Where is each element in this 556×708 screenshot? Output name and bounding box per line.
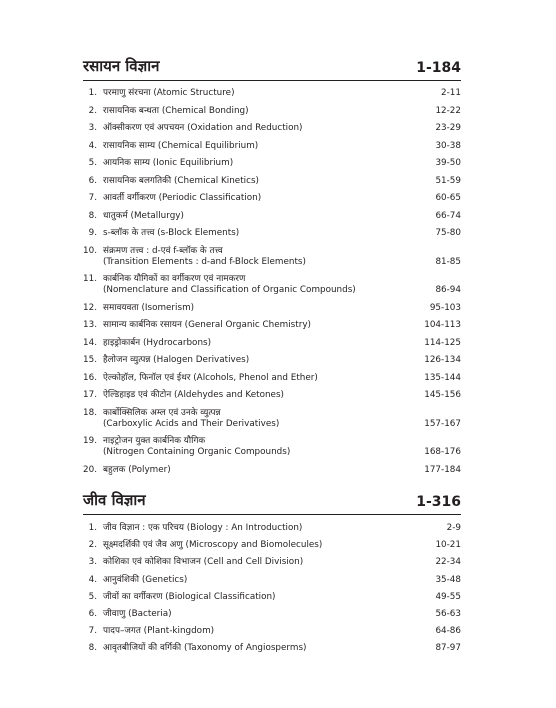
entry-title [103,643,415,654]
entry-title-line: धातुकर्म (Metallurgy) [103,210,184,221]
entry-title-line: जीव विज्ञान : एक परिचय (Biology : An Introduction) [103,523,303,533]
entry-title-line: कार्बोक्सिलिक अम्ल एवं उनके व्युत्पन्न [103,407,221,418]
entry-number: 2. [88,105,97,116]
toc-entry [83,317,461,335]
toc-entry [83,335,461,353]
entry-number: 14. [83,337,97,348]
section-biology [83,490,461,658]
entry-number: 11. [83,274,97,284]
entry-title [103,123,415,134]
entry-pages: 2-11 [441,88,461,98]
entry-title [103,211,415,222]
entry-title-line: रासायनिक बलगतिकी (Chemical Kinetics) [103,175,259,186]
entry-title [103,355,415,366]
entry-title [103,228,415,239]
entry-number: 5. [88,591,97,602]
entry-title-line: समावयवता (Isomerism) [103,302,195,313]
section-header [83,56,461,81]
entry-pages: 86-94 [435,285,461,295]
entry-title-line: बहुलक (Polymer) [103,464,171,475]
entry-number: 8. [88,643,97,654]
entry-title [103,338,415,349]
entry-title [103,193,415,204]
entry-title-line: आयनिक साम्य (Ionic Equilibrium) [103,158,234,168]
entry-pages: 35-48 [435,574,461,585]
toc-entry [83,433,461,462]
toc-entry [83,554,461,571]
toc-list [83,520,461,658]
section-header [83,490,461,515]
entry-title-line: ऑक्सीकरण एवं अपचयन (Oxidation and Reduction) [103,123,303,133]
entry-number: 4. [88,140,97,151]
entry-number: 5. [88,158,97,168]
entry-pages: 145-156 [424,390,461,400]
toc-entry [83,243,461,272]
entry-title [103,465,415,476]
toc-entry [83,103,461,121]
entry-title [103,320,415,331]
entry-number: 3. [88,123,97,133]
entry-title-line: सूक्ष्मदर्शिकी एवं जैव अणु (Microscopy and Biomolecules) [103,540,323,551]
entry-pages: 39-50 [435,158,461,168]
entry-pages: 10-21 [435,540,461,551]
toc-entry [83,300,461,318]
entry-number: 7. [88,626,97,637]
toc-entry [83,225,461,243]
toc-entry [83,640,461,657]
entry-title [103,158,415,169]
entry-title-line: s-ब्लॉक के तत्त्व (s-Block Elements) [103,228,240,238]
entry-title-line: (Nitrogen Containing Organic Compounds) [103,447,291,457]
toc-entry [83,462,461,480]
entry-pages: 23-29 [435,123,461,133]
entry-number: 7. [88,193,97,203]
entry-title-line: जीवों का वर्गीकरण (Biological Classification) [103,591,276,602]
toc-entry [83,155,461,173]
entry-title [103,88,415,99]
entry-title [103,592,415,603]
entry-title-line: संक्रमण तत्त्व : d-एवं f-ब्लॉक के तत्त्व [103,245,223,256]
entry-pages: 60-65 [435,193,461,203]
entry-number: 13. [83,320,97,330]
entry-title [103,390,415,401]
entry-pages: 12-22 [435,105,461,116]
entry-title-line: हाइड्रोकार्बन (Hydrocarbons) [103,337,212,348]
entry-title-line: (Carboxylic Acids and Their Derivatives) [103,418,280,429]
entry-pages: 104-113 [424,320,461,330]
entry-title-line: ऐल्डिहाइड एवं कीटोन (Aldehydes and Ketones) [103,390,284,400]
entry-title-line: ऐल्कोहॉल, फिनॉल एवं ईथर (Alcohols, Phenol and Ether) [103,372,318,383]
entry-pages: 87-97 [435,643,461,654]
section-title: जीव विज्ञान [83,491,146,509]
entry-title [103,575,415,586]
entry-pages: 56-63 [435,608,461,619]
entry-number: 4. [88,574,97,585]
entry-number: 9. [88,228,97,238]
entry-title [103,523,415,534]
entry-pages: 114-125 [424,337,461,348]
entry-title-line: सामान्य कार्बनिक रसायन (General Organic Chemistry) [103,320,311,330]
toc-entry [83,138,461,156]
toc-entry [83,190,461,208]
toc-entry [83,589,461,606]
entry-pages: 135-144 [424,372,461,383]
entry-pages: 81-85 [435,256,461,267]
entry-title-line: आनुवंशिकी (Genetics) [103,574,188,585]
entry-title-line: परमाणु संरचना (Atomic Structure) [103,88,235,98]
entry-pages: 95-103 [429,302,461,313]
entry-title [103,303,415,314]
entry-title [103,540,415,551]
toc-entry [83,520,461,537]
entry-pages: 66-74 [435,210,461,221]
entry-title [103,436,415,458]
entry-title [103,609,415,620]
toc-entry [83,173,461,191]
entry-number: 2. [88,540,97,551]
section-page-range: 1-184 [416,60,461,76]
entry-title-line: (Transition Elements : d-and f-Block Elements) [103,256,306,267]
entry-pages: 2-9 [446,523,461,533]
entry-number: 1. [88,523,97,533]
entry-title [103,106,415,117]
section-page-range: 1-316 [416,494,461,510]
entry-number: 8. [88,210,97,221]
entry-title-line: (Nomenclature and Classification of Organic Compounds) [103,285,356,295]
toc-list [83,85,461,479]
entry-title-line: जीवाणु (Bacteria) [103,608,172,619]
entry-number: 19. [83,436,97,446]
section-chemistry [83,56,461,479]
entry-title-line: आवर्ती वर्गीकरण (Periodic Classification) [103,193,262,203]
entry-pages: 22-34 [435,557,461,568]
entry-number: 6. [88,608,97,619]
entry-pages: 30-38 [435,140,461,151]
entry-title [103,274,415,296]
toc-entry [83,623,461,640]
entry-number: 15. [83,355,97,365]
section-title: रसायन विज्ञान [83,57,160,75]
toc-entry [83,387,461,405]
entry-number: 17. [83,390,97,400]
toc-entry [83,120,461,138]
entry-number: 18. [83,407,97,418]
entry-pages: 126-134 [424,355,461,365]
toc-entry [83,271,461,300]
toc-entry [83,405,461,434]
entry-title-line: हैलोजन व्युत्पन्न (Halogen Derivatives) [103,355,250,365]
entry-title [103,408,415,430]
entry-number: 3. [88,557,97,568]
entry-title-line: कार्बनिक यौगिकों का वर्गीकरण एवं नामकरण [103,274,246,284]
entry-number: 10. [83,245,97,256]
entry-pages: 177-184 [424,464,461,475]
entry-pages: 51-59 [435,175,461,186]
entry-number: 1. [88,88,97,98]
toc-entry [83,572,461,589]
entry-title [103,557,415,568]
toc-entry [83,85,461,103]
entry-title-line: कोशिका एवं कोशिका विभाजन (Cell and Cell Division) [103,557,304,568]
entry-title [103,373,415,384]
toc-entry [83,208,461,226]
toc-entry [83,352,461,370]
toc-entry [83,537,461,554]
entry-title [103,141,415,152]
entry-title [103,246,415,268]
toc-entry [83,606,461,623]
entry-pages: 49-55 [435,591,461,602]
entry-title-line: नाइट्रोजन युक्त कार्बनिक यौगिक [103,436,206,446]
entry-pages: 168-176 [424,447,461,457]
entry-pages: 157-167 [424,418,461,429]
toc-entry [83,370,461,388]
entry-number: 16. [83,372,97,383]
entry-title [103,176,415,187]
entry-pages: 75-80 [435,228,461,238]
entry-number: 20. [83,464,97,475]
entry-title-line: आवृतबीजियों की वर्गिकी (Taxonomy of Angiosperms) [103,643,307,654]
entry-title-line: रासायनिक बन्धता (Chemical Bonding) [103,105,249,116]
entry-title-line: पादप–जगत (Plant-kingdom) [103,626,215,637]
entry-title-line: रासायनिक साम्य (Chemical Equilibrium) [103,140,259,151]
entry-pages: 64-86 [435,626,461,637]
entry-title [103,626,415,637]
entry-number: 6. [88,175,97,186]
entry-number: 12. [83,302,97,313]
